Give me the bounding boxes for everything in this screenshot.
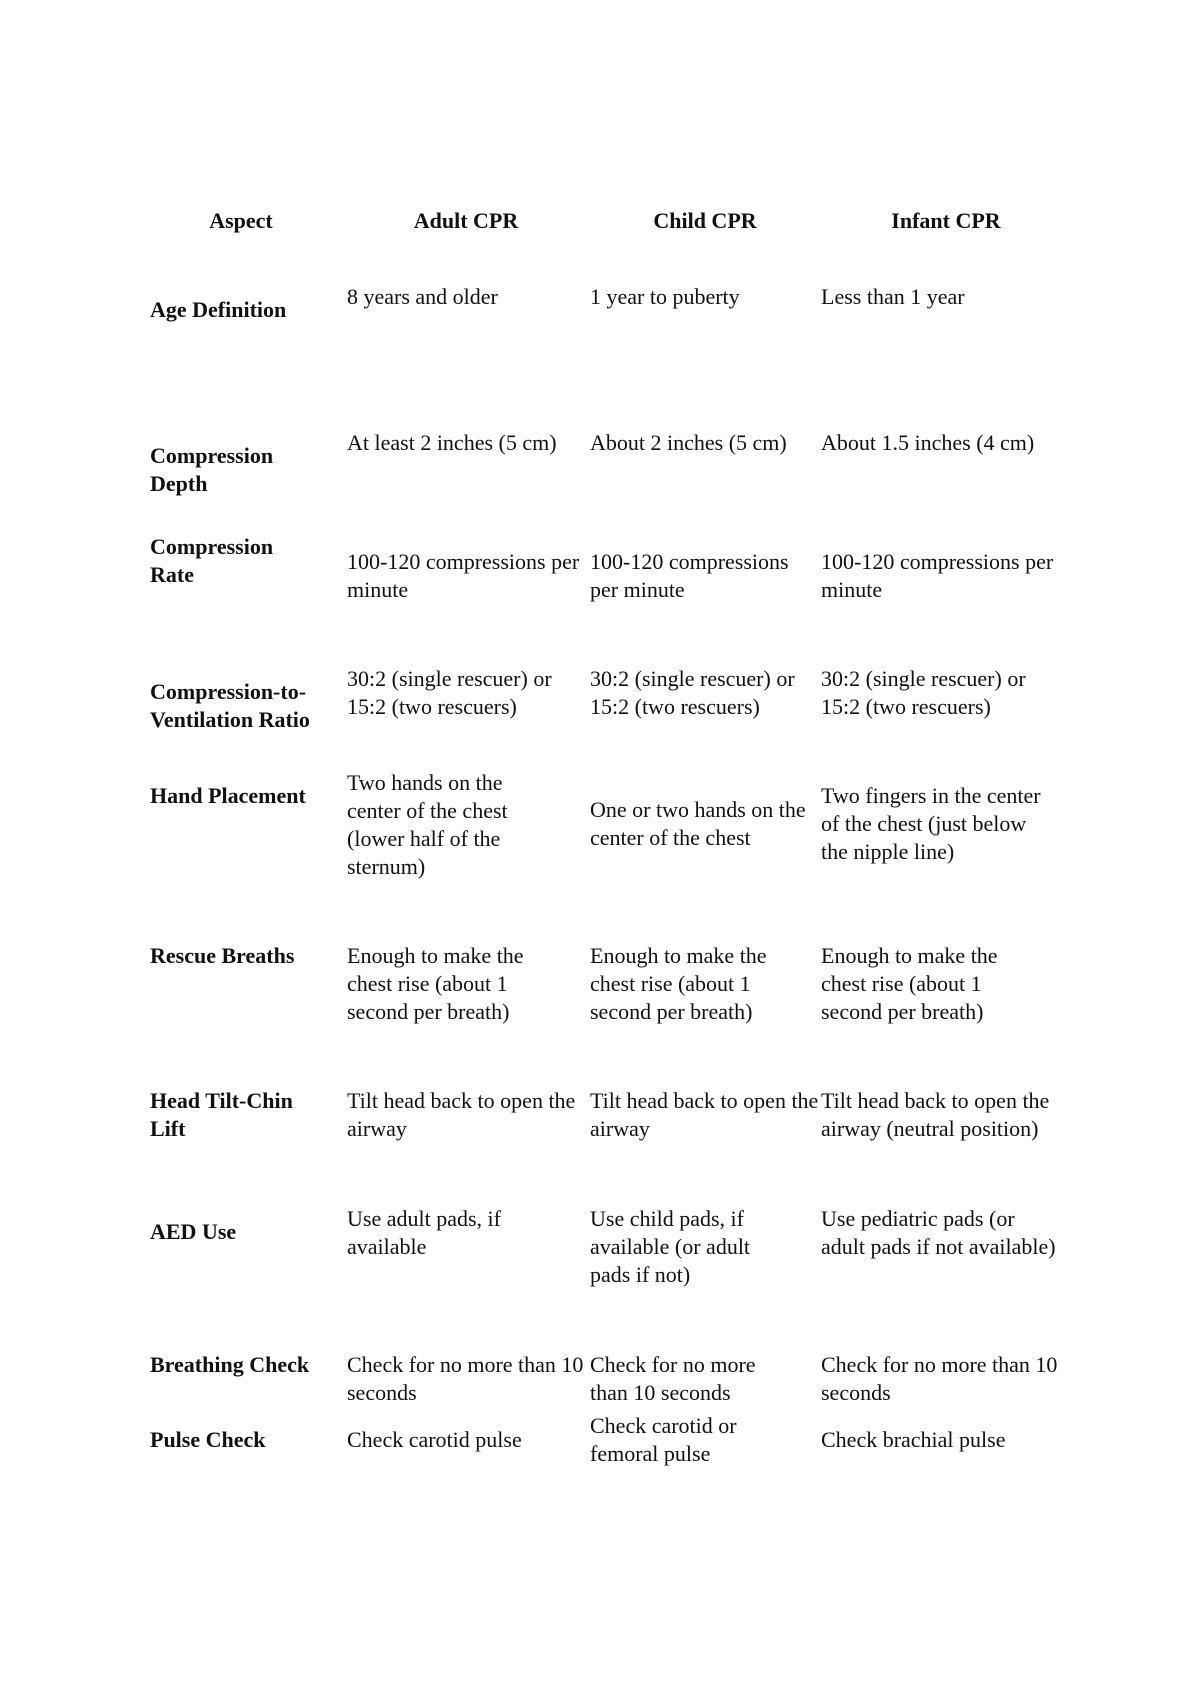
header-child-cpr: Child CPR [653,208,757,233]
cell-infant-rescue-breaths: Enough to make the chest rise (about 1 second per breath) [821,943,998,1024]
row-aspect-pulse-check: Pulse Check [150,1427,266,1452]
row-aspect-compression-depth: Compression Depth [150,443,274,496]
header-infant-cpr: Infant CPR [891,208,1001,233]
cell-adult-age-definition: 8 years and older [347,284,498,309]
cell-child-aed-use: Use child pads, if available (or adult pads if not) [590,1206,751,1287]
cell-adult-aed-use: Use adult pads, if available [347,1206,501,1259]
row-aspect-aed-use: AED Use [150,1219,237,1244]
row-aspect-compression-ventilation-ratio: Compression-to-Ventilation Ratio [150,679,310,732]
cell-adult-breathing-check: Check for no more than 10 seconds [347,1352,584,1405]
header-aspect: Aspect [209,208,273,233]
row-aspect-head-tilt-chin-lift: Head Tilt-Chin Lift [150,1088,293,1141]
header-adult-cpr: Adult CPR [413,208,519,233]
row-aspect-compression-rate: Compression Rate [150,534,274,587]
cell-infant-aed-use: Use pediatric pads (or adult pads if not available) [821,1206,1056,1259]
cell-adult-compression-ventilation-ratio: 30:2 (single rescuer) or 15:2 (two rescuers) [347,666,552,719]
cell-child-rescue-breaths: Enough to make the chest rise (about 1 second per breath) [590,943,767,1024]
cell-infant-pulse-check: Check brachial pulse [821,1427,1006,1452]
cell-adult-hand-placement: Two hands on the center of the chest (lower half of the sternum) [347,770,508,879]
row-aspect-rescue-breaths: Rescue Breaths [150,943,295,968]
cell-child-breathing-check: Check for no more than 10 seconds [590,1352,756,1405]
cell-adult-head-tilt-chin-lift: Tilt head back to open the airway [347,1088,576,1141]
cell-child-compression-rate: 100-120 compressions per minute [590,549,789,602]
cell-adult-compression-rate: 100-120 compressions per minute [347,549,580,602]
cell-child-hand-placement: One or two hands on the center of the chest [590,797,806,850]
cell-infant-breathing-check: Check for no more than 10 seconds [821,1352,1058,1405]
cell-infant-hand-placement: Two fingers in the center of the chest (just below the nipple line) [821,783,1041,864]
cell-infant-compression-depth: About 1.5 inches (4 cm) [821,430,1035,455]
cell-child-pulse-check: Check carotid or femoral pulse [590,1413,737,1466]
cell-infant-age-definition: Less than 1 year [821,284,965,309]
row-aspect-age-definition: Age Definition [150,297,287,322]
cell-adult-compression-depth: At least 2 inches (5 cm) [347,430,557,455]
cell-child-compression-ventilation-ratio: 30:2 (single rescuer) or 15:2 (two rescuers) [590,666,795,719]
row-aspect-breathing-check: Breathing Check [150,1352,310,1377]
cell-infant-compression-rate: 100-120 compressions per minute [821,549,1054,602]
cell-infant-compression-ventilation-ratio: 30:2 (single rescuer) or 15:2 (two rescuers) [821,666,1026,719]
cell-adult-pulse-check: Check carotid pulse [347,1427,522,1452]
cell-child-compression-depth: About 2 inches (5 cm) [590,430,787,455]
cell-child-head-tilt-chin-lift: Tilt head back to open the airway [590,1088,819,1141]
row-aspect-hand-placement: Hand Placement [150,783,306,808]
cell-infant-head-tilt-chin-lift: Tilt head back to open the airway (neutral position) [821,1088,1050,1141]
cell-adult-rescue-breaths: Enough to make the chest rise (about 1 second per breath) [347,943,524,1024]
cell-child-age-definition: 1 year to puberty [590,284,740,309]
